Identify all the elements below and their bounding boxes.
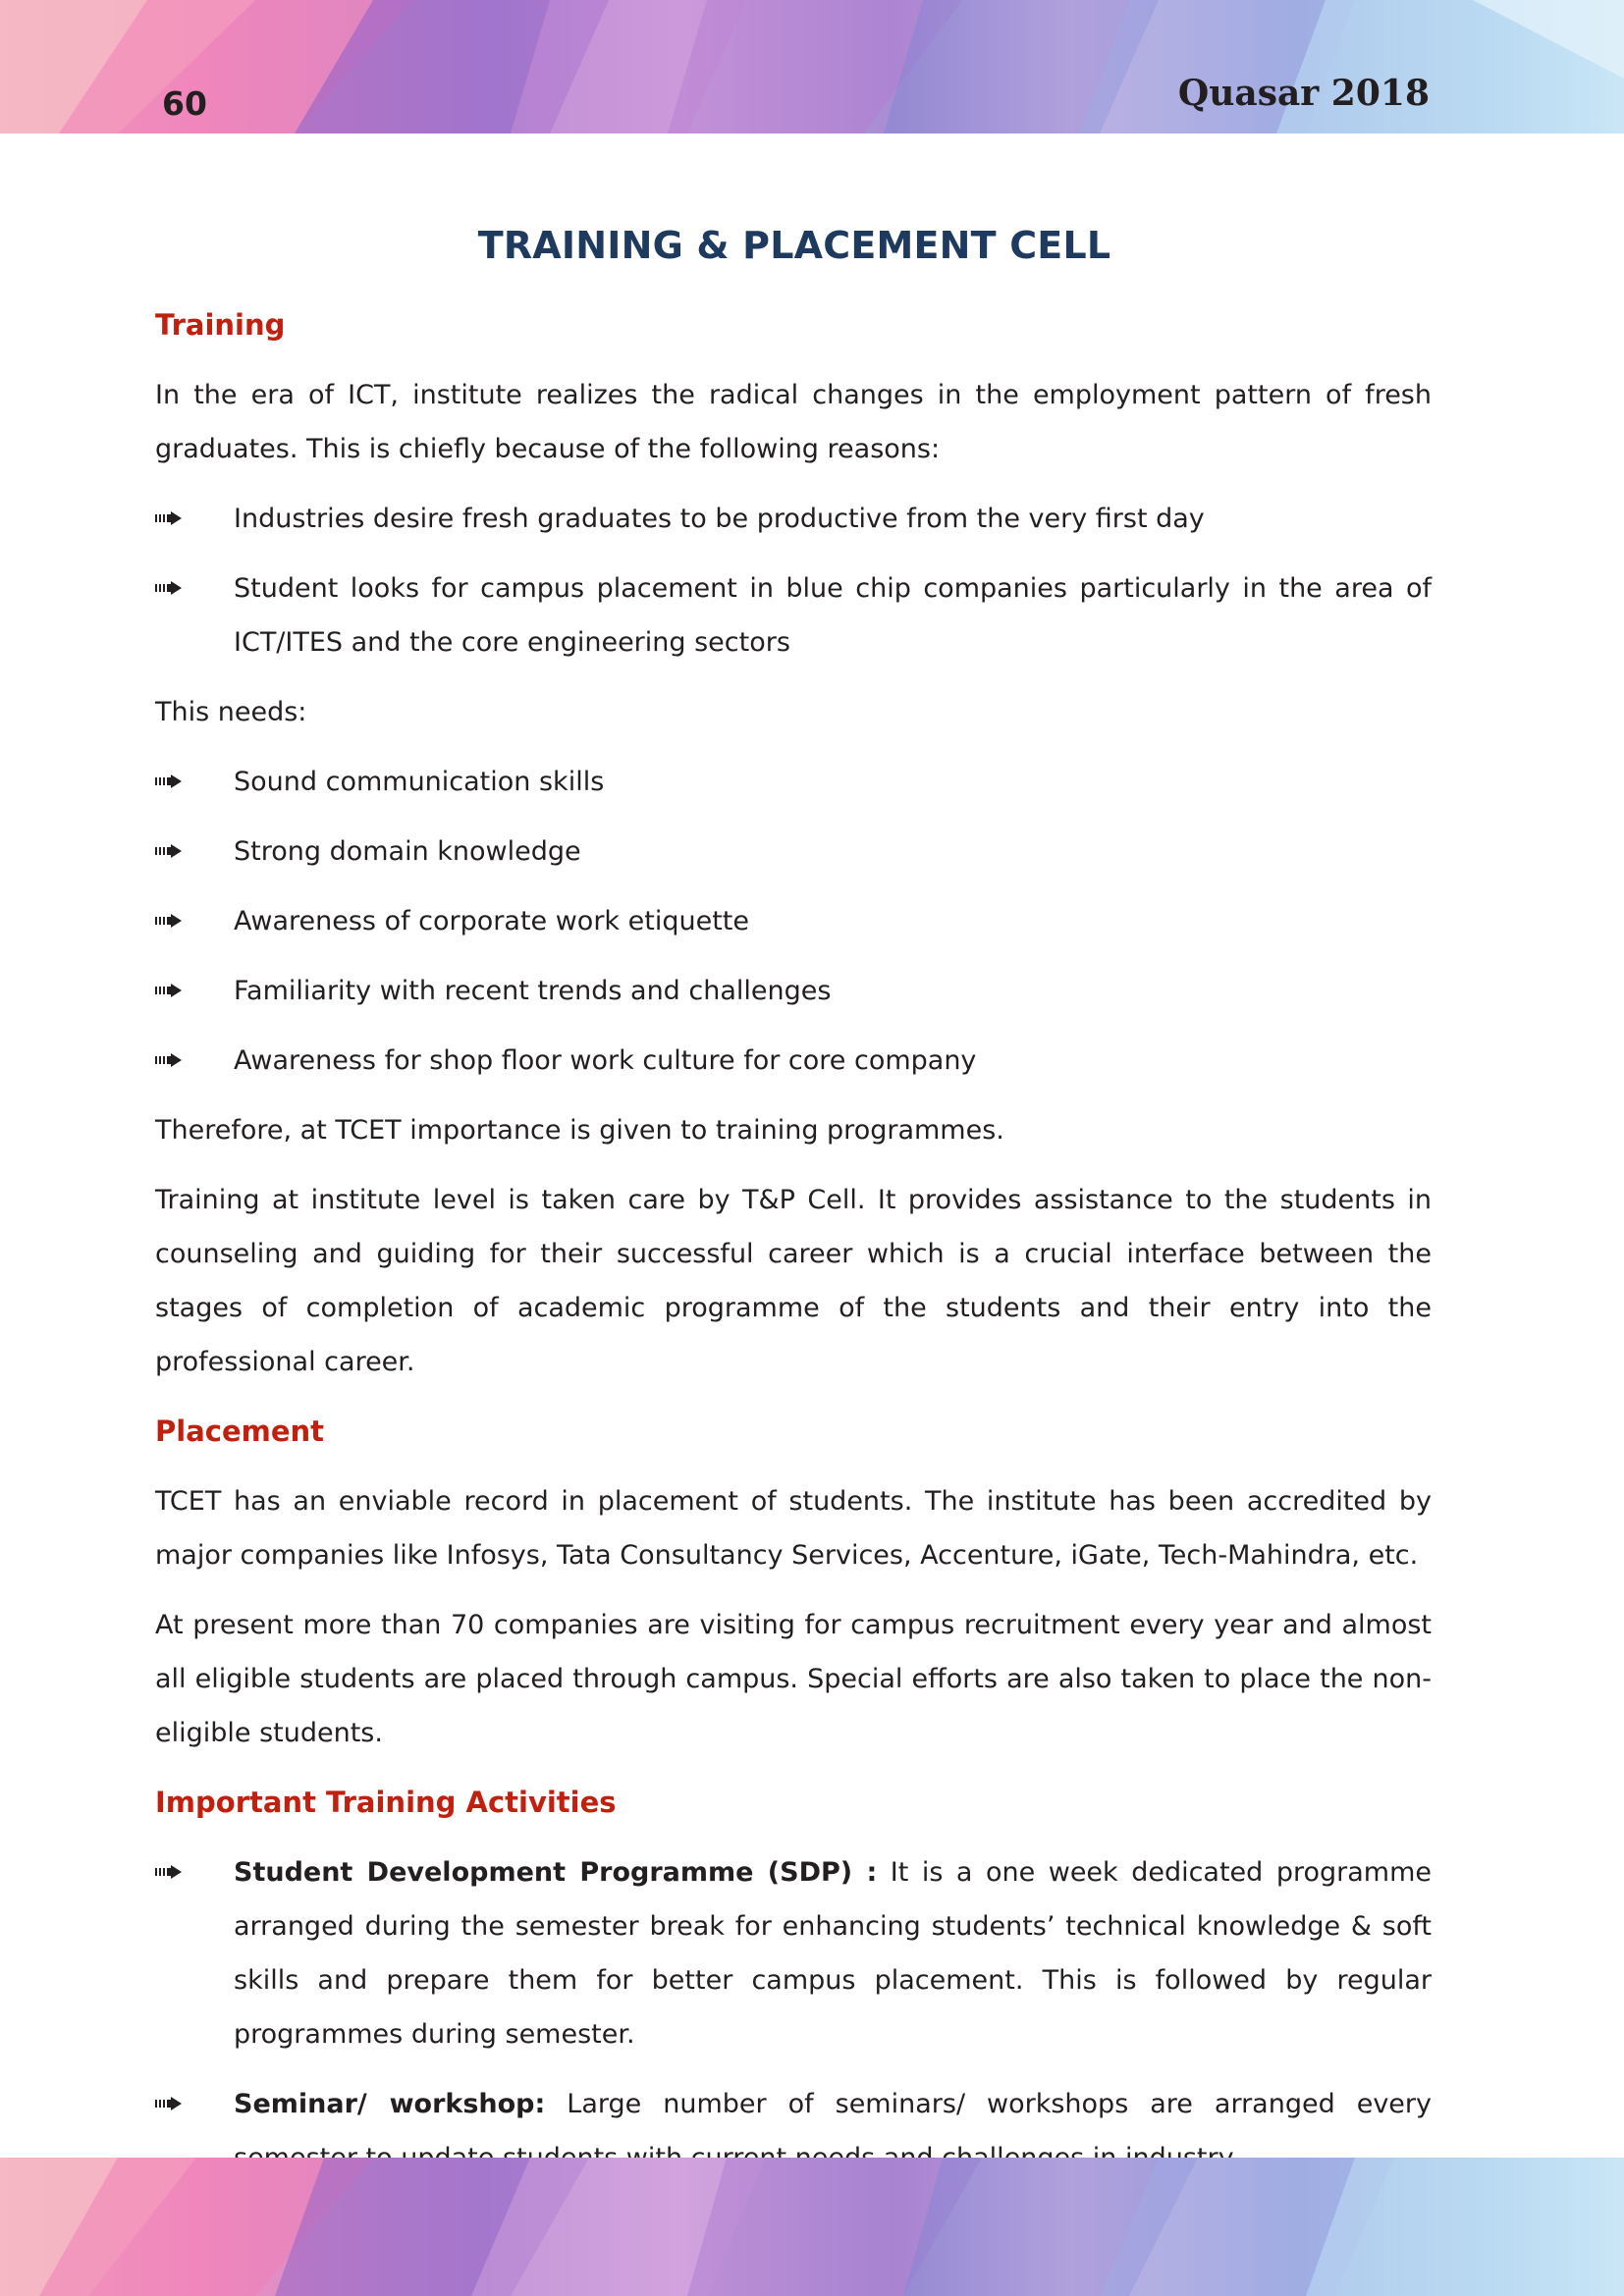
needs-label: This needs: xyxy=(155,697,307,727)
header-band xyxy=(0,0,1624,133)
arrow-bullet-icon xyxy=(155,984,183,997)
list-item xyxy=(155,825,1432,879)
list-item xyxy=(155,755,1432,809)
list-item xyxy=(155,492,1432,546)
page-number: 60 xyxy=(162,84,207,123)
need-text: Awareness of corporate work etiquette xyxy=(234,906,749,936)
activity-lead: Student Development Programme (SDP) : xyxy=(234,1857,878,1888)
training-intro: In the era of ICT, institute realizes the radical changes in the employment pattern of fresh graduates. This is chiefly because of the following reasons: xyxy=(155,380,1432,464)
need-text: Sound communication skills xyxy=(234,767,605,797)
main-content xyxy=(155,298,1432,2201)
arrow-bullet-icon xyxy=(155,914,183,928)
reason-text: Student looks for campus placement in blue chip companies particularly in the area of ICT/ITES and the core engineering sectors xyxy=(234,573,1432,658)
arrow-bullet-icon xyxy=(155,2097,183,2110)
arrow-bullet-icon xyxy=(155,844,183,858)
list-item xyxy=(155,894,1432,948)
needs-list xyxy=(155,755,1432,1088)
need-text: Strong domain knowledge xyxy=(234,836,581,867)
page-title: TRAINING & PLACEMENT CELL xyxy=(477,224,1111,267)
reasons-list xyxy=(155,492,1432,669)
activities-list xyxy=(155,1845,1432,2185)
activities-heading: Important Training Activities xyxy=(155,1786,617,1819)
activity-text: It is a one week dedicated programme arranged during the semester break for enhancing students’ technical knowledge & soft skills and prepare them for better campus placement. This is followed by regular programmes during semester. xyxy=(234,1857,1432,2050)
arrow-bullet-icon xyxy=(155,581,183,595)
arrow-bullet-icon xyxy=(155,1865,183,1879)
arrow-bullet-icon xyxy=(155,511,183,525)
arrow-bullet-icon xyxy=(155,1053,183,1067)
footer-band-pattern xyxy=(0,2158,1624,2296)
placement-para-1: TCET has an enviable record in placement of students. The institute has been accredited by major companies like Infosys, Tata Consultancy Services, Accenture, iGate, Tech-Mahindra, etc. xyxy=(155,1486,1432,1571)
institute-level-text: Training at institute level is taken care by T&P Cell. It provides assistance to the students in counseling and guiding for their successful career which is a crucial interface between the stages of completion of academic programme of the students and their entry into the professional career. xyxy=(155,1185,1432,1377)
activity-lead: Seminar/ workshop: xyxy=(234,2089,546,2119)
reason-text: Industries desire fresh graduates to be productive from the very first day xyxy=(234,504,1205,534)
need-text: Familiarity with recent trends and challenges xyxy=(234,976,832,1006)
placement-heading: Placement xyxy=(155,1415,325,1448)
therefore-text: Therefore, at TCET importance is given to training programmes. xyxy=(155,1115,1004,1146)
issue-title: Quasar 2018 xyxy=(1177,73,1430,114)
placement-para-2: At present more than 70 companies are visiting for campus recruitment every year and almost all eligible students are placed through campus. Special efforts are also taken to place the non-eligible students. xyxy=(155,1610,1432,1748)
list-item xyxy=(155,561,1432,669)
training-heading: Training xyxy=(155,308,286,342)
arrow-bullet-icon xyxy=(155,774,183,788)
list-item xyxy=(155,1034,1432,1088)
activity-text: Large number of seminars/ workshops are arranged every xyxy=(567,2089,1432,2119)
footer-band xyxy=(0,2158,1624,2296)
list-item xyxy=(155,1845,1432,2061)
need-text: Awareness for shop floor work culture for core company xyxy=(234,1045,977,1076)
list-item xyxy=(155,964,1432,1018)
